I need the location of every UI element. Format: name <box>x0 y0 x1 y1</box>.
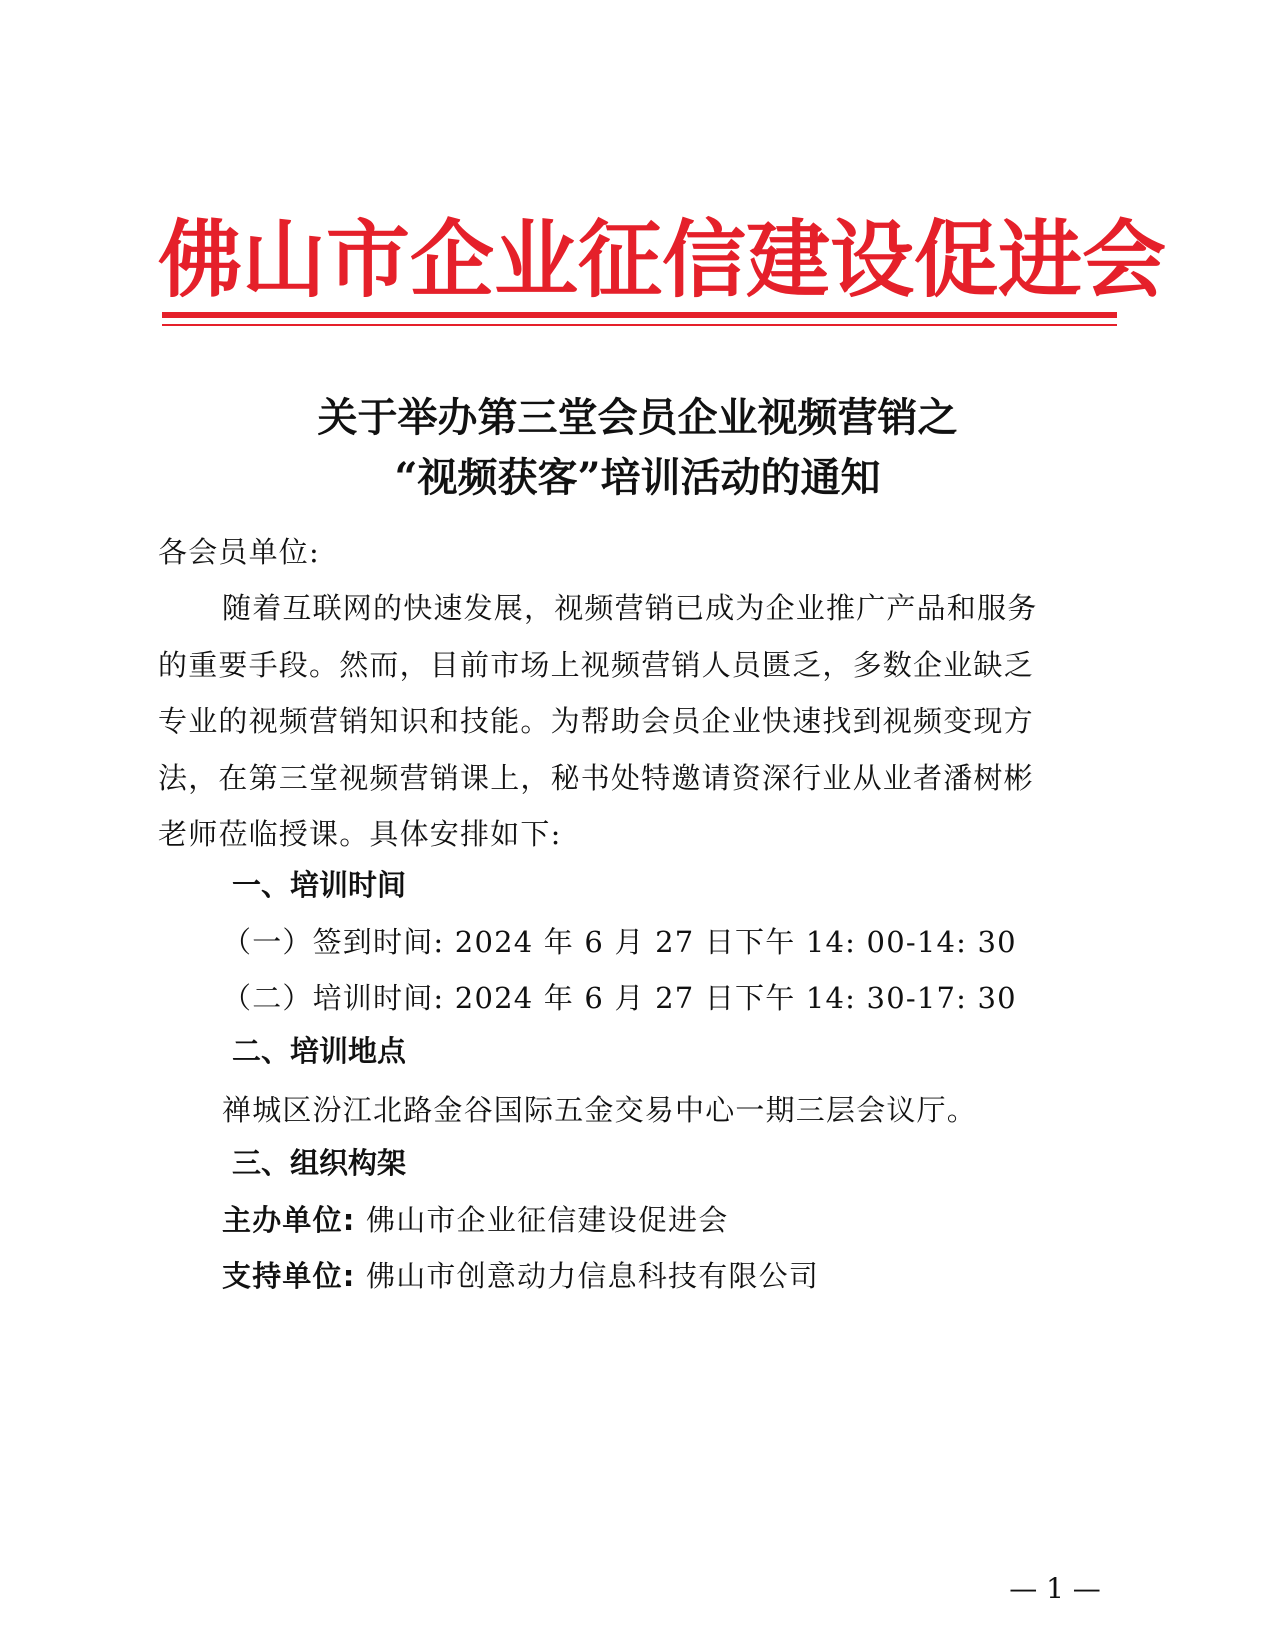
intro-line-5: 老师莅临授课。具体安排如下: <box>158 817 562 851</box>
intro-line-2: 的重要手段。然而，目前市场上视频营销人员匮乏，多数企业缺乏 <box>158 648 1034 682</box>
section-2-location: 禅城区汾江北路金谷国际五金交易中心一期三层会议厅。 <box>222 1093 978 1127</box>
section-1-item-2: （二）培训时间: 2024 年 6 月 27 日下午 14: 30-17: 30 <box>222 981 1017 1015</box>
intro-line-3: 专业的视频营销知识和技能。为帮助会员企业快速找到视频变现方 <box>158 704 1034 738</box>
host-label: 主办单位: <box>222 1203 356 1237</box>
support-org-row <box>222 1254 819 1295</box>
document-title <box>160 388 1115 508</box>
section-2-heading: 二、培训地点 <box>232 1034 407 1068</box>
section-1-item-1: （一）签到时间: 2024 年 6 月 27 日下午 14: 00-14: 30 <box>222 925 1017 959</box>
section-3-heading: 三、组织构架 <box>232 1146 407 1180</box>
document-title-line-2: “视频获客”培训活动的通知 <box>394 454 881 501</box>
section-1-heading: 一、培训时间 <box>232 868 407 902</box>
host-value: 佛山市企业征信建设促进会 <box>366 1203 729 1237</box>
salutation: 各会员单位: <box>158 535 320 569</box>
letterhead-rule-thin <box>162 324 1117 326</box>
letterhead-org-name: 佛山市企业征信建设促进会 <box>158 210 1167 309</box>
intro-line-4: 法，在第三堂视频营销课上，秘书处特邀请资深行业从业者潘树彬 <box>158 761 1034 795</box>
page-number: — 1 — <box>1009 1572 1101 1605</box>
document-title-line-1: 关于举办第三堂会员企业视频营销之 <box>317 394 958 441</box>
letterhead-rule-thick <box>162 312 1117 318</box>
host-org-row <box>222 1198 728 1239</box>
support-label: 支持单位: <box>222 1259 356 1293</box>
intro-line-1: 随着互联网的快速发展，视频营销已成为企业推广产品和服务 <box>222 591 1038 625</box>
support-value: 佛山市创意动力信息科技有限公司 <box>366 1259 820 1293</box>
